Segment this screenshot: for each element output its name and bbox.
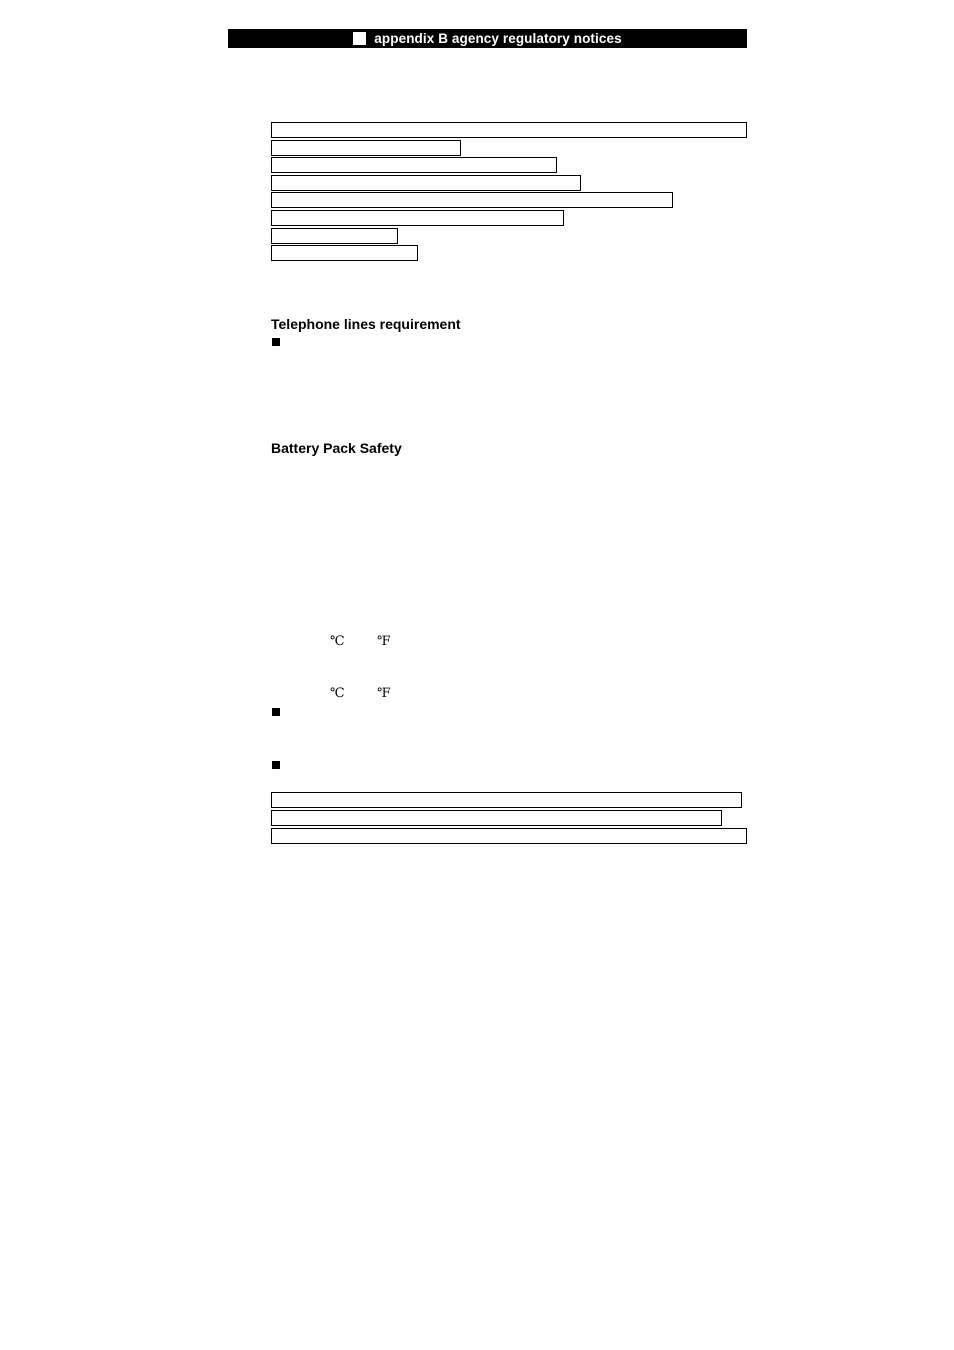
section-heading-battery: Battery Pack Safety [271, 440, 402, 456]
fahrenheit-symbol: ℉ [377, 686, 391, 701]
celsius-symbol: ℃ [330, 686, 345, 701]
text-line-box-4 [271, 175, 581, 191]
text-line-box-10 [271, 810, 722, 826]
header-square-icon [353, 32, 366, 45]
text-line-box-3 [271, 157, 557, 173]
text-line-box-8 [271, 245, 418, 261]
celsius-symbol: ℃ [330, 634, 345, 649]
text-line-box-2 [271, 140, 461, 156]
text-line-box-7 [271, 228, 398, 244]
text-line-box-6 [271, 210, 564, 226]
text-line-box-1 [271, 122, 747, 138]
bullet-square-icon [272, 708, 280, 716]
text-line-box-5 [271, 192, 673, 208]
fahrenheit-symbol: ℉ [377, 634, 391, 649]
page-header-bar [228, 29, 747, 48]
bullet-square-icon [272, 338, 280, 346]
section-heading-telephone: Telephone lines requirement [271, 316, 461, 332]
bullet-square-icon [272, 761, 280, 769]
page-title: appendix B agency regulatory notices [374, 31, 622, 46]
text-line-box-9 [271, 792, 742, 808]
text-line-box-11 [271, 828, 747, 844]
